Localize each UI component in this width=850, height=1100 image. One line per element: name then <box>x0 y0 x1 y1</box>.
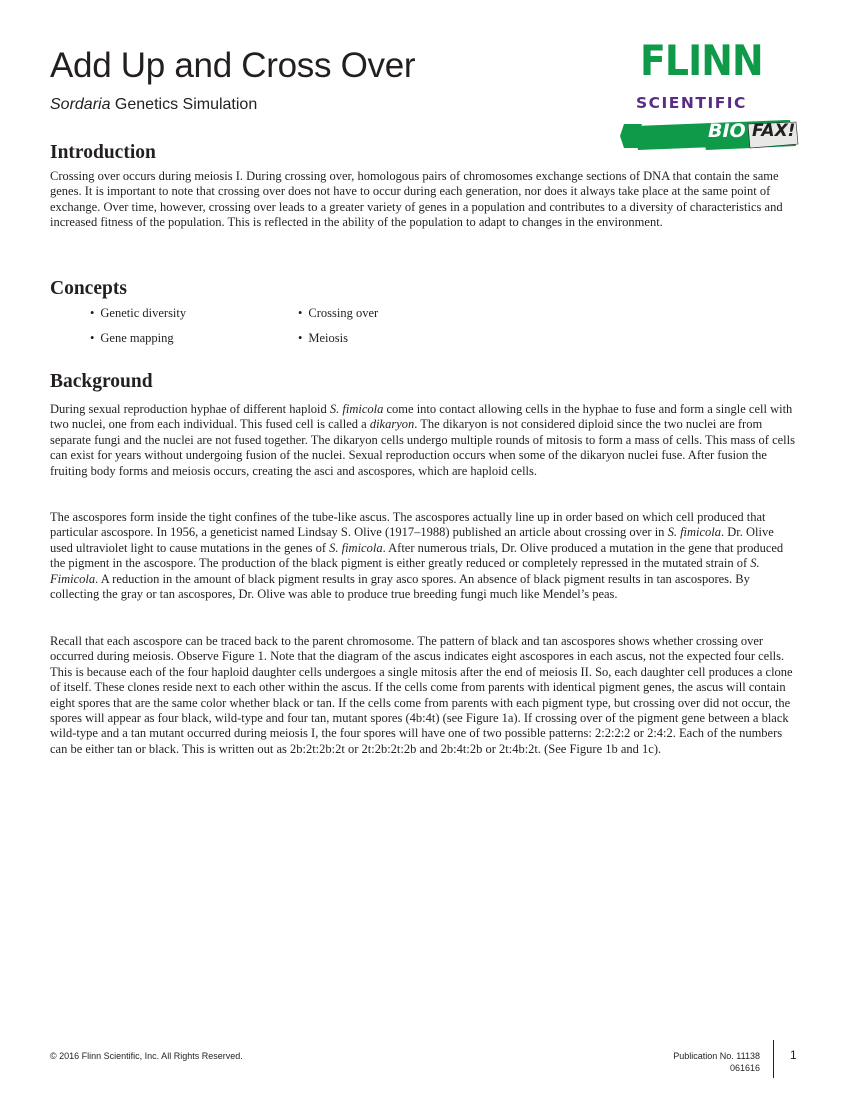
term-dikaryon: dikaryon <box>369 417 415 432</box>
logo-scientific-text: SCIENTIFIC <box>636 94 747 112</box>
logo-fax-text: FAX! <box>752 121 796 141</box>
species-name: S. Fimicola <box>50 556 760 586</box>
subtitle-text: Genetics Simulation <box>110 96 258 113</box>
publication-code: 061616 <box>729 1063 760 1073</box>
page-number: 1 <box>790 1048 797 1062</box>
page-title: Add Up and Cross Over <box>50 46 416 85</box>
page-subtitle <box>50 96 257 114</box>
flinn-bio-fax-logo <box>620 36 800 155</box>
subtitle-italic: Sordaria <box>50 96 111 113</box>
background-paragraph-1: During sexual reproduction hyphae of different haploid S. fimicola come into contact allowing cells in the hyphae to fuse and form a single cell with two nuclei, one from each individual. This fused cell is called a dikaryon. The dikaryon is not considered diploid since the two nuclei are from separate fungi and the nuclei are not fused together. The dikaryon cells undergo multiple rounds of mitosis to form a mass of cells. This mass of cells can exist for years without undergoing fusion of the nuclei. Sexual reproduction occurs when some of the dikaryon nuclei fuse. After fusion the fruiting body forms and meiosis occurs, creating the asci and ascospores, which are haploid cells. <box>50 402 795 478</box>
copyright-notice: © 2016 Flinn Scientific, Inc. All Rights Reserved. <box>50 1051 243 1061</box>
background-paragraph-2: The ascospores form inside the tight confines of the tube-like ascus. The ascospores actually line up in order based on which cell produced that particular ascospore. In 1956, a geneticist named Lindsay S. Olive (1917–1988) published an article about crossing over in S. fimicola. Dr. Olive used ultraviolet light to cause mutations in the genes of S. fimicola. After numerous trials, Dr. Olive produced a mutation in the gene that produced the pigment in the ascospore. The production of the black pigment is either greatly reduced or completely repressed in the mutated strain of S. Fimicola. A reduction in the amount of black pigment results in gray asco spores. An absence of black pigment results in tan ascospores. By collecting the gray or tan ascospores, Dr. Olive was able to produce true breeding fungi much like Mendel’s peas. <box>50 510 784 602</box>
background-paragraph-3: Recall that each ascospore can be traced back to the parent chromosome. The pattern of black and tan ascospores shows whether crossing over occurred during meiosis. Observe Figure 1. Note that the diagram of the ascus indicates eight ascospores in each ascus, not the expected four cells. This is because each of the four haploid daughter cells undergoes a single mitosis after the end of meiosis II. So, each daughter cell produces a clone of itself. These clones reside next to each other within the ascus. If the cells come from parents with identical pigment genes, the ascus will contain eight spores that are the same color whether black or tan. If the cells come from parents with each pigment type, but crossing over did not occur, the spores will appear as four black, wild-type and four tan, mutant spores (4b:4t) (see Figure 1a). If crossing over of the pigment gene between a black wild-type and a tan mutant occurred during meiosis I, the four spores will have one of two possible patterns: 2:2:2:2 or 2:4:2. Each of the numbers can be either tan or black. This is written out as 2b:2t:2b:2t or 2t:2b:2t:2b and 2b:4t:2b or 2t:4b:2t. (See Figure 1b and 1c). <box>50 634 793 756</box>
species-name: S. fimicola <box>667 525 722 540</box>
species-name: S. fimicola <box>329 402 384 416</box>
concept-item: • Meiosis <box>298 331 348 346</box>
footer-divider <box>773 1040 774 1078</box>
concept-item: • Crossing over <box>298 306 378 321</box>
logo-bio-text: BIO <box>708 120 746 142</box>
publication-info <box>673 1050 760 1074</box>
publication-number: Publication No. 11138 <box>673 1051 760 1061</box>
concept-item: • Genetic diversity <box>90 306 186 321</box>
concept-item: • Gene mapping <box>90 331 174 346</box>
background-heading: Background <box>50 371 153 392</box>
logo-flinn-text: FLINN <box>640 36 763 85</box>
introduction-heading: Introduction <box>50 142 156 163</box>
concepts-heading: Concepts <box>50 278 127 299</box>
introduction-paragraph: Crossing over occurs during meiosis I. During crossing over, homologous pairs of chromosomes exchange sections of DNA that contain the same genes. It is important to note that crossing over does not have to occur during each generation, nor does it always take place at the same point of exchange. Over time, however, crossing over leads to a greater variety of genes in a population and contributes to a diversity of characteristics and increased fitness of the population. This is reflected in the ability of the population to adapt to changes in the environment. <box>50 169 783 230</box>
species-name: S. fimicola <box>329 540 383 555</box>
